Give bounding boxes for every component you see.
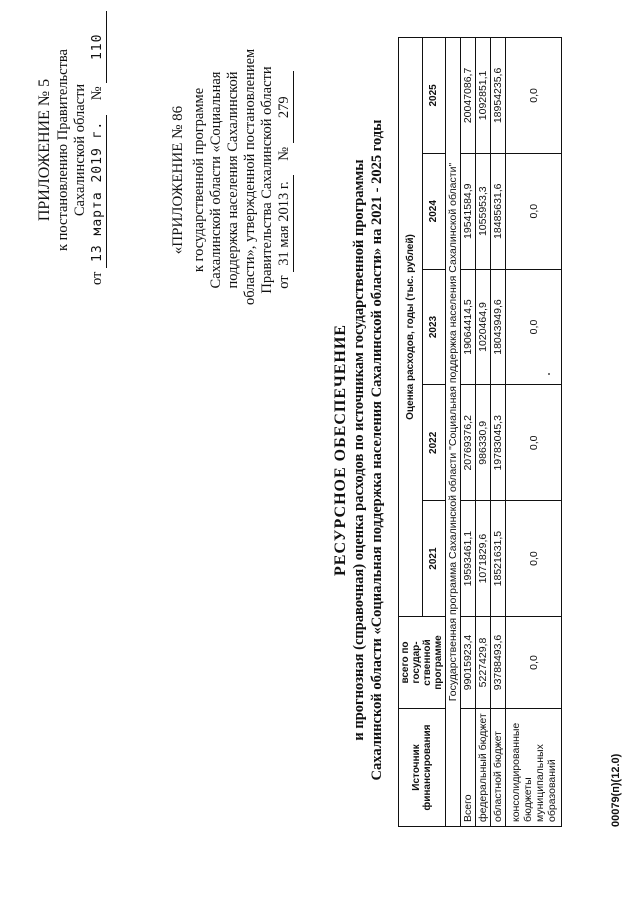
appendix-86-num-label: №	[276, 146, 292, 161]
row-value: 1055953,3	[476, 153, 491, 269]
header-year: 2024	[422, 153, 446, 269]
appendix-86-line: к государственной программе	[191, 87, 207, 273]
row-value: 986330,9	[476, 385, 491, 501]
row-value: 19541584,9	[461, 153, 476, 269]
row-source: консолидированные бюджеты муниципальных образований	[506, 709, 562, 827]
appendix-86-line: поддержка населения Сахалинской	[225, 71, 241, 289]
header-year: 2025	[422, 38, 446, 154]
appendix-86-number: 279	[276, 71, 294, 143]
header-total: всего по государ-ственной программе	[399, 617, 446, 709]
appendix-5-date: 13 марта 2019 г.	[89, 115, 107, 268]
appendix-5-line-1: к постановлению Правительства	[55, 49, 71, 251]
row-source: областной бюджет	[491, 709, 506, 827]
program-row	[446, 38, 461, 827]
heading-line-2: Сахалинской области «Социальная поддержка населения Сахалинской области» на 2021 - 2025 годы	[369, 119, 385, 781]
appendix-86-line: области», утвержденной постановлением	[242, 48, 258, 305]
row-value: 0,0	[506, 269, 562, 385]
row-value: 1071829,6	[476, 501, 491, 617]
appendix-86-title: «ПРИЛОЖЕНИЕ № 86	[170, 105, 186, 255]
row-value: 18954235,6	[491, 38, 506, 154]
table-row	[506, 38, 562, 827]
table-row	[476, 38, 491, 827]
heading-line-1: и прогнозная (справочная) оценка расходов по источникам государственной программы	[351, 159, 367, 741]
row-value: 20047086,7	[461, 38, 476, 154]
row-value: 20769376,2	[461, 385, 476, 501]
program-title: Государственная программа Сахалинской области "Социальная поддержка населения Сахалинской области"	[446, 38, 461, 827]
header-source: Источник финансирования	[399, 709, 446, 827]
appendix-86-date: 31 мая 2013 г.	[276, 175, 294, 272]
heading-title: РЕСУРСНОЕ ОБЕСПЕЧЕНИЕ	[332, 324, 349, 576]
appendix-86-date-line	[276, 55, 294, 305]
row-value: 0,0	[506, 385, 562, 501]
row-total: 5227429,8	[476, 617, 491, 709]
appendix-5-date-line	[89, 15, 107, 285]
row-value: 0,0	[506, 501, 562, 617]
row-source: Всего	[461, 709, 476, 827]
appendix-5-date-prefix: от	[89, 271, 105, 285]
appendix-5-number: 110	[89, 11, 107, 83]
document-code: 00079(п)(12.0)	[610, 753, 622, 827]
row-value: 0,0	[506, 153, 562, 269]
appendix-86-line: Сахалинской области «Социальная	[208, 71, 224, 289]
row-value: 1020464,9	[476, 269, 491, 385]
row-source: федеральный бюджет	[476, 709, 491, 827]
row-value: 19783045,3	[491, 385, 506, 501]
funding-table	[398, 37, 562, 827]
row-value: 1092851,1	[476, 38, 491, 154]
row-total: 93788493,6	[491, 617, 506, 709]
appendix-5-title: ПРИЛОЖЕНИЕ № 5	[36, 78, 53, 222]
row-value: 19593461,1	[461, 501, 476, 617]
appendix-86-date-prefix: от	[276, 275, 292, 289]
table-row	[491, 38, 506, 827]
row-value: 19064414,5	[461, 269, 476, 385]
row-value: 18043949,6	[491, 269, 506, 385]
header-year: 2022	[422, 385, 446, 501]
table-row	[461, 38, 476, 827]
appendix-5-line-2: Сахалинской области	[72, 83, 88, 217]
appendix-86-line: Правительства Сахалинской области	[259, 66, 275, 294]
row-value: 0,0	[506, 38, 562, 154]
row-value: 18485631,6	[491, 153, 506, 269]
row-value: 18521631,5	[491, 501, 506, 617]
header-year: 2021	[422, 501, 446, 617]
row-total: 99015923,4	[461, 617, 476, 709]
header-year: 2023	[422, 269, 446, 385]
document-heading	[332, 105, 386, 795]
row-total: 0,0	[506, 617, 562, 709]
header-years-group: Оценка расходов, годы (тыс. рублей)	[399, 38, 423, 617]
appendix-5-num-label: №	[89, 86, 105, 101]
appendix-5-block	[36, 15, 107, 285]
appendix-86-block	[170, 48, 294, 305]
